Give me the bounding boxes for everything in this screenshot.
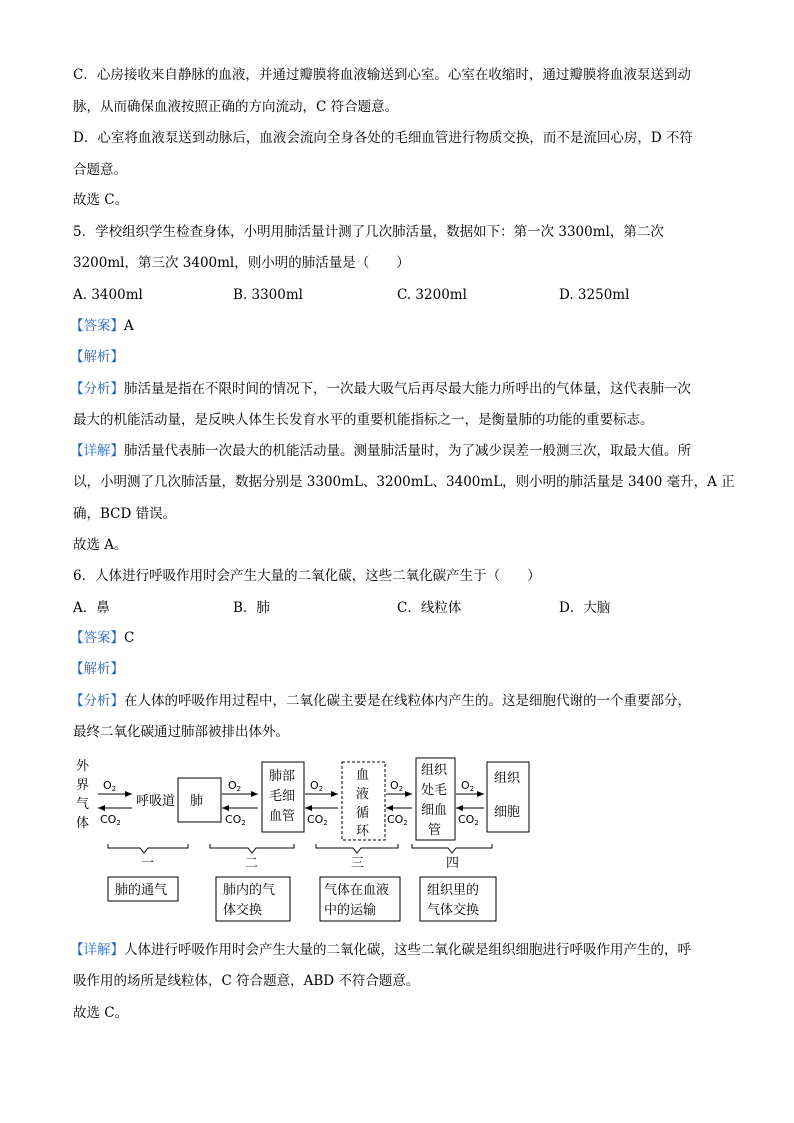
tissue-capillary-text-2: 处毛 [421, 783, 448, 798]
o2-label-2: O2 [228, 779, 242, 793]
stage-number-1: 一 [141, 856, 155, 871]
o2-label-3: O2 [310, 779, 324, 793]
q6-conclusion: 故选 C。 [73, 1005, 129, 1021]
o2-label-1: O2 [103, 779, 117, 793]
option-c-explanation-line-2: 脉，从而确保血液按照正确的方向流动，C 符合题意。 [73, 99, 399, 115]
co2-label-5: CO2 [458, 813, 479, 827]
blood-circulation-char-4: 环 [356, 824, 370, 839]
question-5-stem-line-1: 5．学校组织学生检查身体，小明用肺活量计测了几次肺活量，数据如下：第一次 3300ml，第二次 [73, 224, 664, 240]
option-c-explanation-line-1: C．心房接收来自静脉的血液，并通过瓣膜将血液输送到心室。心室在收缩时，通过瓣膜将血液泵送到动 [73, 67, 691, 83]
outside-air-char-4: 体 [76, 816, 90, 831]
q5-answer-value: A [124, 318, 134, 334]
bracket-3 [316, 844, 398, 853]
q6-option-d: D．大脑 [559, 600, 611, 616]
q6-answer [70, 628, 134, 648]
q5-fenxi-line-1 [70, 379, 691, 399]
q6-fenxi-line-2: 最终二氧化碳通过肺部被排出体外。 [73, 724, 289, 740]
stage-2-label-line-2: 体交换 [223, 903, 263, 918]
bracket-2 [210, 844, 294, 853]
q6-option-b: B．肺 [233, 600, 270, 616]
blood-circulation-char-1: 血 [356, 768, 370, 783]
q5-answer [70, 316, 134, 336]
q5-xiangjie-line-3: 确，BCD 错误。 [73, 506, 177, 522]
co2-label-3: CO2 [307, 813, 328, 827]
q5-fenxi-line-2: 最大的机能活动量，是反映人体生长发育水平的重要机能指标之一，是衡量肺的功能的重要标志。 [73, 412, 654, 428]
lung-capillary-text-3: 血管 [269, 809, 296, 824]
question-5-stem-line-2: 3200ml，第三次 3400ml，则小明的肺活量是（ ） [73, 255, 410, 271]
q5-analysis-tag: 【解析】 [70, 349, 124, 365]
outside-air-char-3: 气 [76, 797, 90, 812]
lung-label: 肺 [190, 794, 204, 809]
q6-xiangjie-line-2: 吸作用的场所是线粒体，C 符合题意，ABD 不符合题意。 [73, 973, 420, 989]
stage-4-label-line-1: 组织里的 [427, 883, 480, 898]
o2-label-4: O2 [390, 779, 404, 793]
option-d-explanation-line-2: 合题意。 [73, 162, 127, 178]
tissue-capillary-text-3: 细血 [421, 803, 448, 818]
q6-fenxi-text-1: 在人体的呼吸作用过程中，二氧化碳主要是在线粒体内产生的。这是细胞代谢的一个重要部分， [124, 693, 691, 709]
co2-label-1: CO2 [100, 813, 121, 827]
q5-fenxi-text-1: 肺活量是指在不限时间的情况下，一次最大吸气后再尽最大能力所呼出的气体量，这代表肺一次 [124, 381, 691, 397]
q6-xiangjie-tag: 【详解】 [70, 942, 124, 958]
tissue-capillary-text-1: 组织 [421, 763, 448, 778]
option-d-explanation-line-1: D．心室将血液泵送到动脉后，血液会流向全身各处的毛细血管进行物质交换，而不是流回心房，D 不符 [73, 130, 693, 146]
q5-answer-tag: 【答案】 [70, 318, 124, 334]
respiration-process-diagram [70, 752, 540, 927]
bracket-1 [108, 844, 188, 853]
stage-number-4: 四 [446, 856, 460, 871]
q5-xiangjie-text-1: 肺活量代表肺一次最大的机能活动量。测量肺活量时，为了减少误差一般测三次，取最大值。所 [124, 443, 691, 459]
co2-label-2: CO2 [225, 813, 246, 827]
q5-xiangjie-line-2: 以，小明测了几次肺活量，数据分别是 3300mL、3200mL、3400mL，则小明的肺活量是 3400 毫升，A 正 [73, 474, 735, 490]
outside-air-char-1: 外 [76, 759, 90, 774]
q5-option-a: A. 3400ml [73, 287, 143, 303]
q6-analysis-tag: 【解析】 [70, 661, 124, 677]
stage-3-label-line-2: 中的运输 [324, 903, 377, 918]
tissue-capillary-text-4: 管 [428, 823, 442, 838]
lung-capillary-text-2: 毛细 [269, 789, 296, 804]
q5-fenxi-tag: 【分析】 [70, 381, 124, 397]
q6-xiangjie-text-1: 人体进行呼吸作用时会产生大量的二氧化碳，这些二氧化碳是组织细胞进行呼吸作用产生的，呼 [124, 942, 691, 958]
q6-option-c: C．线粒体 [397, 600, 462, 616]
q5-option-b: B. 3300ml [233, 287, 303, 303]
blood-circulation-char-3: 循 [356, 806, 370, 821]
q5-option-c: C. 3200ml [397, 287, 467, 303]
question-6-stem: 6．人体进行呼吸作用时会产生大量的二氧化碳，这些二氧化碳产生于（ ） [73, 568, 541, 584]
q5-conclusion: 故选 A。 [73, 537, 128, 553]
outside-air-char-2: 界 [76, 778, 90, 793]
stage-3-label-line-1: 气体在血液 [324, 883, 390, 898]
airway-label: 呼吸道 [136, 794, 176, 809]
co2-label-4: CO2 [387, 813, 408, 827]
q5-xiangjie-tag: 【详解】 [70, 443, 124, 459]
stage-number-2: 二 [245, 856, 259, 871]
tissue-cell-text-2: 细胞 [494, 805, 521, 820]
q6-answer-value: C [124, 630, 135, 646]
stage-number-3: 三 [351, 856, 365, 871]
bracket-4 [412, 844, 492, 853]
q5-option-d: D. 3250ml [559, 287, 630, 303]
q6-fenxi-tag: 【分析】 [70, 693, 124, 709]
q5-xiangjie-line-1 [70, 441, 691, 461]
stage-2-label-line-1: 肺内的气 [223, 883, 276, 898]
stage-1-label: 肺的通气 [115, 883, 168, 898]
lung-capillary-text-1: 肺部 [269, 769, 296, 784]
q6-xiangjie-line-1 [70, 940, 691, 960]
blood-circulation-char-2: 液 [356, 787, 370, 802]
q6-fenxi-line-1 [70, 691, 691, 711]
o2-label-5: O2 [461, 779, 475, 793]
q6-answer-tag: 【答案】 [70, 630, 124, 646]
q6-option-a: A．鼻 [73, 600, 110, 616]
previous-conclusion: 故选 C。 [73, 192, 129, 208]
stage-4-label-line-2: 气体交换 [427, 903, 480, 918]
tissue-cell-text-1: 组织 [494, 771, 521, 786]
